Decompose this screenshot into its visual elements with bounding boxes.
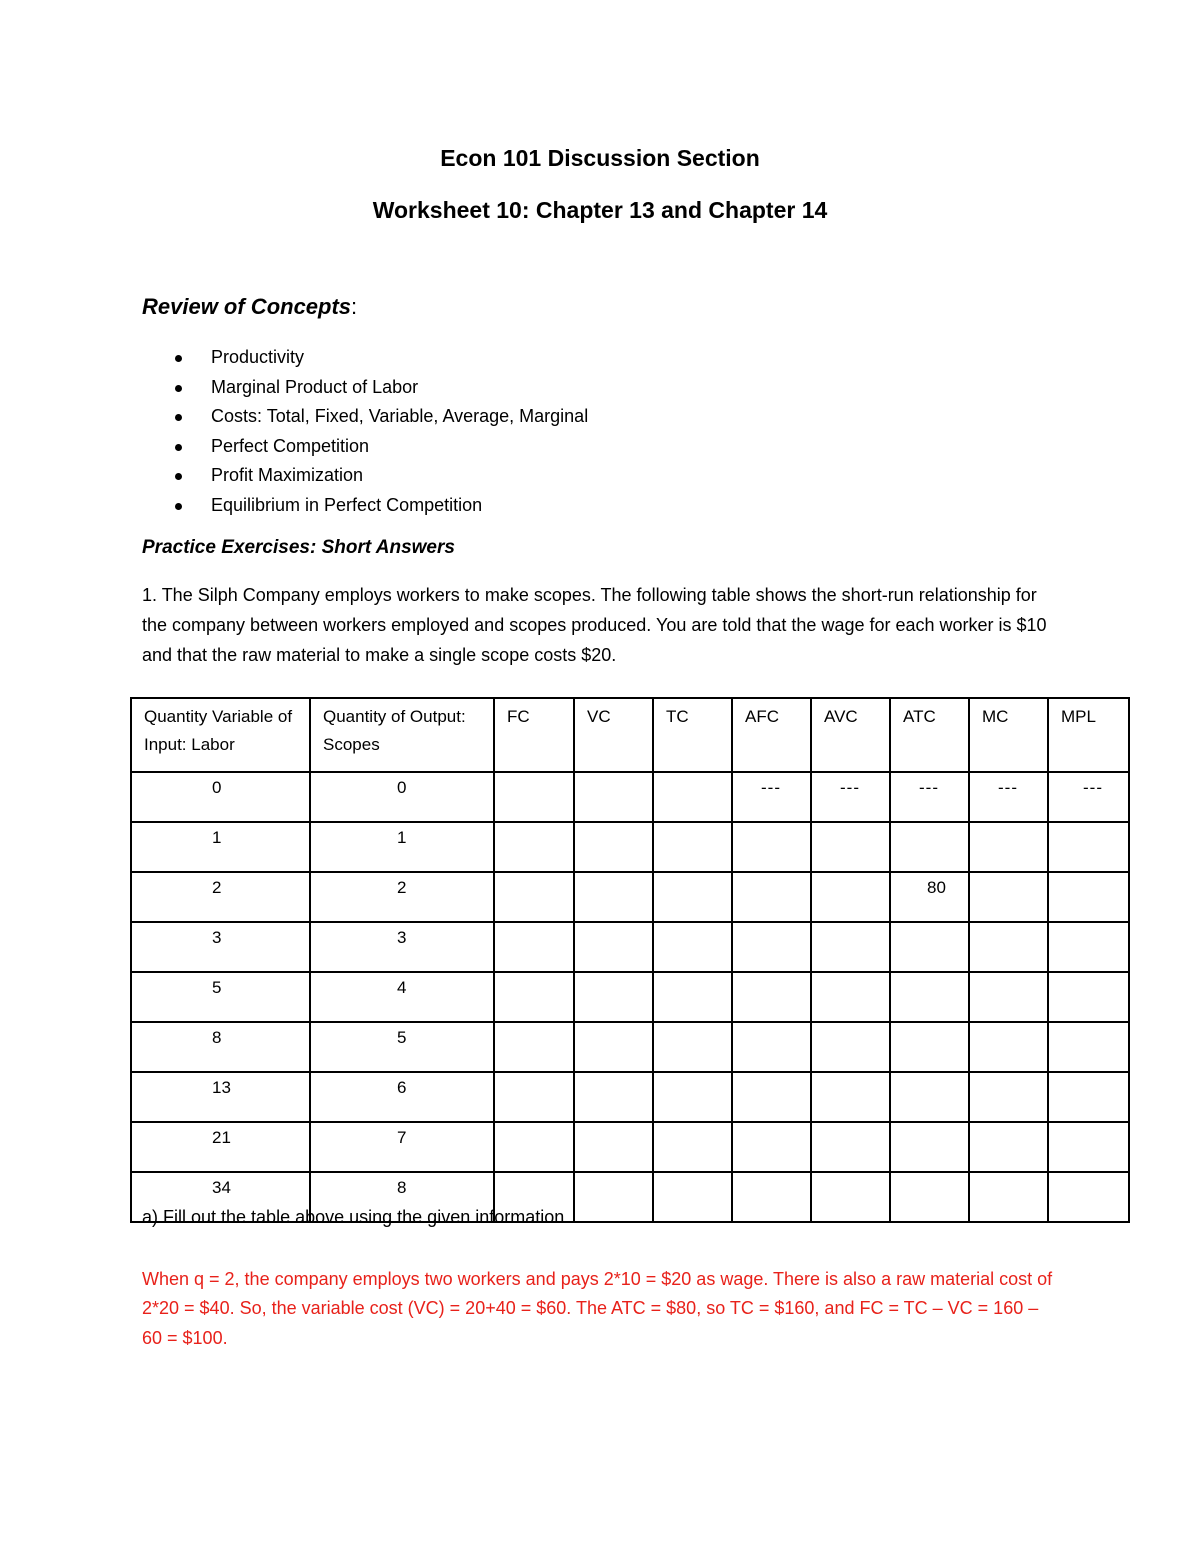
cell-mpl[interactable] xyxy=(1048,822,1129,872)
bullet-icon xyxy=(175,414,182,421)
cell-output: 3 xyxy=(310,922,494,972)
cell-mc[interactable] xyxy=(969,872,1048,922)
cell-avc[interactable] xyxy=(811,922,890,972)
concept-label: Marginal Product of Labor xyxy=(211,376,419,397)
cell-atc[interactable] xyxy=(890,972,969,1022)
cell-output: 6 xyxy=(310,1072,494,1122)
header-avc: AVC xyxy=(811,698,890,772)
cell-output: 1 xyxy=(310,822,494,872)
cell-afc[interactable] xyxy=(732,1072,811,1122)
cell-tc[interactable] xyxy=(653,772,732,822)
cell-vc[interactable] xyxy=(574,922,653,972)
cell-tc[interactable] xyxy=(653,922,732,972)
table-row xyxy=(131,1072,1129,1122)
cell-avc[interactable] xyxy=(811,822,890,872)
cell-mpl[interactable] xyxy=(1048,1122,1129,1172)
cell-labor: 3 xyxy=(131,922,310,972)
cell-avc[interactable] xyxy=(811,1072,890,1122)
cell-fc[interactable] xyxy=(494,1122,574,1172)
cell-mc[interactable] xyxy=(969,1072,1048,1122)
header-output: Quantity of Output: Scopes xyxy=(310,698,494,772)
cell-fc[interactable] xyxy=(494,1022,574,1072)
concept-label: Perfect Competition xyxy=(211,435,370,456)
cell-mpl[interactable] xyxy=(1048,872,1129,922)
cell-tc[interactable] xyxy=(653,1072,732,1122)
cell-afc[interactable] xyxy=(732,1122,811,1172)
review-heading-colon: : xyxy=(351,294,358,319)
cell-output: 4 xyxy=(310,972,494,1022)
cell-atc[interactable] xyxy=(890,822,969,872)
part-a-prompt: a) Fill out the table above using the given information. xyxy=(142,1207,570,1227)
cell-mpl[interactable] xyxy=(1048,1072,1129,1122)
question-1: 1. The Silph Company employs workers to make scopes. The following table shows the short-run relationship for the company between workers employed and scopes produced. You are told that the wage for each worker is $10 and that the raw material to make a single scope costs $20. xyxy=(142,585,1047,665)
part-a-answer: When q = 2, the company employs two workers and pays 2*10 = $20 as wage. There is also a raw material cost of 2*20 = $40. So, the variable cost (VC) = 20+40 = $60. The ATC = $80, so TC = $160, and FC = TC – VC = 160 – 60 = $100. xyxy=(142,1269,1053,1348)
cell-avc[interactable] xyxy=(811,1122,890,1172)
cell-afc[interactable] xyxy=(732,922,811,972)
cell-fc[interactable] xyxy=(494,972,574,1022)
header-mc: MC xyxy=(969,698,1048,772)
cell-output: 7 xyxy=(310,1122,494,1172)
cell-tc[interactable] xyxy=(653,1022,732,1072)
cell-afc[interactable] xyxy=(732,972,811,1022)
cell-output: 0 xyxy=(310,772,494,822)
cell-atc[interactable] xyxy=(890,1172,969,1222)
cell-fc[interactable] xyxy=(494,772,574,822)
bullet-icon xyxy=(175,473,182,480)
cell-atc[interactable] xyxy=(890,1022,969,1072)
cell-fc[interactable] xyxy=(494,822,574,872)
bullet-icon xyxy=(175,444,182,451)
table-row xyxy=(131,1022,1129,1072)
cell-mpl[interactable] xyxy=(1048,922,1129,972)
cell-avc: --- xyxy=(811,772,890,822)
cell-mpl[interactable] xyxy=(1048,1022,1129,1072)
review-heading xyxy=(142,294,357,320)
cell-mc[interactable] xyxy=(969,922,1048,972)
cell-output: 5 xyxy=(310,1022,494,1072)
cell-afc[interactable] xyxy=(732,1022,811,1072)
page-title: Econ 101 Discussion Section xyxy=(440,145,760,171)
cell-vc[interactable] xyxy=(574,1172,653,1222)
cell-tc[interactable] xyxy=(653,822,732,872)
header-labor: Quantity Variable of Input: Labor xyxy=(131,698,310,772)
table-row xyxy=(131,1122,1129,1172)
cell-mc: --- xyxy=(969,772,1048,822)
header-tc: TC xyxy=(653,698,732,772)
table-row xyxy=(131,822,1129,872)
cell-vc[interactable] xyxy=(574,972,653,1022)
cell-afc: --- xyxy=(732,772,811,822)
cell-avc[interactable] xyxy=(811,1022,890,1072)
cell-mc[interactable] xyxy=(969,1022,1048,1072)
cell-avc[interactable] xyxy=(811,972,890,1022)
cell-output: 8 xyxy=(310,1172,494,1222)
cell-avc[interactable] xyxy=(811,872,890,922)
cell-tc[interactable] xyxy=(653,872,732,922)
cell-labor: 5 xyxy=(131,972,310,1022)
cell-mpl[interactable] xyxy=(1048,972,1129,1022)
header-afc: AFC xyxy=(732,698,811,772)
concept-label: Equilibrium in Perfect Competition xyxy=(211,494,483,515)
cost-table xyxy=(130,697,1130,1223)
header-atc: ATC xyxy=(890,698,969,772)
cell-afc[interactable] xyxy=(732,1172,811,1222)
concept-item xyxy=(142,461,588,491)
cell-labor: 21 xyxy=(131,1122,310,1172)
table-row xyxy=(131,772,1129,822)
cell-vc[interactable] xyxy=(574,1072,653,1122)
cell-output: 2 xyxy=(310,872,494,922)
cell-atc: --- xyxy=(890,772,969,822)
review-heading-text: Review of Concepts xyxy=(142,294,352,319)
cell-atc[interactable] xyxy=(890,1072,969,1122)
bullet-icon xyxy=(175,385,182,392)
cell-labor: 0 xyxy=(131,772,310,822)
concept-list xyxy=(142,343,588,521)
concept-item xyxy=(142,343,588,373)
cell-afc[interactable] xyxy=(732,822,811,872)
concept-label: Productivity xyxy=(211,347,305,367)
cell-fc[interactable] xyxy=(494,1072,574,1122)
cell-labor: 8 xyxy=(131,1022,310,1072)
cell-vc[interactable] xyxy=(574,1022,653,1072)
cell-tc[interactable] xyxy=(653,1172,732,1222)
header-mpl: MPL xyxy=(1048,698,1129,772)
cell-labor: 1 xyxy=(131,822,310,872)
cell-afc[interactable] xyxy=(732,872,811,922)
cell-mpl: --- xyxy=(1048,772,1129,822)
cell-atc: 80 xyxy=(890,872,969,922)
cell-vc[interactable] xyxy=(574,822,653,872)
cell-mpl[interactable] xyxy=(1048,1172,1129,1222)
cell-mc[interactable] xyxy=(969,1122,1048,1172)
bullet-icon xyxy=(175,503,182,510)
cell-labor: 2 xyxy=(131,872,310,922)
worksheet-subtitle: Worksheet 10: Chapter 13 and Chapter 14 xyxy=(372,197,828,223)
cell-atc[interactable] xyxy=(890,1122,969,1172)
table-row xyxy=(131,872,1129,922)
concept-item xyxy=(142,373,588,403)
cell-labor: 13 xyxy=(131,1072,310,1122)
cell-mc[interactable] xyxy=(969,972,1048,1022)
cell-vc[interactable] xyxy=(574,872,653,922)
table-row xyxy=(131,922,1129,972)
cell-vc[interactable] xyxy=(574,772,653,822)
concept-item xyxy=(142,432,588,462)
header-vc: VC xyxy=(574,698,653,772)
cell-avc[interactable] xyxy=(811,1172,890,1222)
header-fc: FC xyxy=(494,698,574,772)
cell-vc[interactable] xyxy=(574,1122,653,1172)
cell-labor: 34 xyxy=(131,1172,310,1222)
concept-label: Profit Maximization xyxy=(211,465,364,486)
cell-fc[interactable] xyxy=(494,872,574,922)
concept-item xyxy=(142,402,588,432)
concept-label: Costs: Total, Fixed, Variable, Average, Marginal xyxy=(211,406,589,427)
cell-mc[interactable] xyxy=(969,1172,1048,1222)
cell-mc[interactable] xyxy=(969,822,1048,872)
concept-item xyxy=(142,491,588,521)
table-row xyxy=(131,972,1129,1022)
practice-heading: Practice Exercises: Short Answers xyxy=(142,537,455,558)
cell-atc[interactable] xyxy=(890,922,969,972)
cell-fc[interactable] xyxy=(494,922,574,972)
table-header-row xyxy=(131,698,1129,772)
cell-tc[interactable] xyxy=(653,1122,732,1172)
cell-tc[interactable] xyxy=(653,972,732,1022)
bullet-icon xyxy=(175,355,182,362)
